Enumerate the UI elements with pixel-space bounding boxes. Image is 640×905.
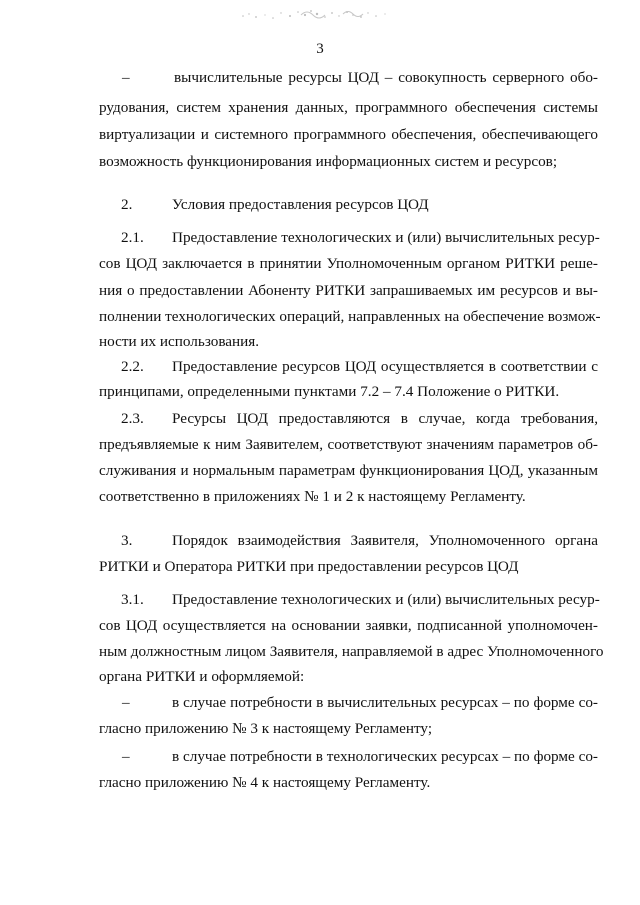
clause-3-1-line-4: органа РИТКИ и оформляемой: bbox=[99, 668, 305, 685]
clause-2-1-line-3: ния о предоставлении Абоненту РИТКИ запрашиваемых им ресурсов и вы- bbox=[99, 282, 598, 299]
clause-3-1-number: 3.1. bbox=[121, 591, 144, 608]
clause-2-3-line-4: соответственно в приложениях № 1 и 2 к настоящему Регламенту. bbox=[99, 488, 526, 505]
clause-2-1-number: 2.1. bbox=[121, 229, 144, 246]
intro-line-2: рудования, систем хранения данных, программного обеспечения системы bbox=[99, 99, 598, 116]
bullet-1-line-2: гласно приложению № 3 к настоящему Регламенту; bbox=[99, 720, 433, 737]
bullet-1-line-1: в случае потребности в вычислительных ресурсах – по форме со- bbox=[172, 694, 598, 711]
clause-3-1-line-2: сов ЦОД осуществляется на основании заявки, подписанной уполномочен- bbox=[99, 617, 598, 634]
bullet-2-line-1: в случае потребности в технологических ресурсах – по форме со- bbox=[172, 748, 598, 765]
intro-line-1: вычислительные ресурсы ЦОД – совокупность серверного обо- bbox=[174, 69, 598, 86]
clause-3-1-line-1: Предоставление технологических и (или) вычислительных ресур- bbox=[172, 591, 600, 608]
clause-2-3-line-3: служивания и нормальным параметрам функционирования ЦОД, указанным bbox=[99, 462, 598, 479]
section-3-title-line-1: Порядок взаимодействия Заявителя, Уполномоченного органа bbox=[172, 532, 598, 549]
section-2-title: Условия предоставления ресурсов ЦОД bbox=[172, 196, 429, 213]
clause-2-3-line-2: предъявляемые к ним Заявителем, соответствуют значениям параметров об- bbox=[99, 436, 598, 453]
clause-3-1-line-3: ным должностным лицом Заявителя, направляемой в адрес Уполномоченного bbox=[99, 643, 604, 660]
page-number: 3 bbox=[316, 41, 324, 57]
intro-dash: – bbox=[122, 69, 130, 86]
intro-line-3: виртуализации и системного программного обеспечения, обеспечивающего bbox=[99, 126, 598, 143]
clause-2-3-line-1: Ресурсы ЦОД предоставляются в случае, когда требования, bbox=[172, 410, 598, 427]
section-3-number: 3. bbox=[121, 532, 133, 549]
section-2-number: 2. bbox=[121, 196, 133, 213]
clause-2-2-line-2: принципами, определенными пунктами 7.2 – 7.4 Положение о РИТКИ. bbox=[99, 383, 560, 400]
section-3-title-line-2: РИТКИ и Оператора РИТКИ при предоставлении ресурсов ЦОД bbox=[99, 558, 519, 575]
scan-noise-mark bbox=[235, 6, 395, 22]
clause-2-2-number: 2.2. bbox=[121, 358, 144, 375]
clause-2-1-line-4: полнении технологических операций, направленных на обеспечение возмож- bbox=[99, 308, 601, 325]
intro-line-4: возможность функционирования информационных систем и ресурсов; bbox=[99, 153, 558, 170]
clause-2-3-number: 2.3. bbox=[121, 410, 144, 427]
bullet-1-dash: – bbox=[122, 694, 130, 711]
bullet-2-line-2: гласно приложению № 4 к настоящему Регламенту. bbox=[99, 774, 431, 791]
clause-2-2-line-1: Предоставление ресурсов ЦОД осуществляется в соответствии с bbox=[172, 358, 598, 375]
clause-2-1-line-1: Предоставление технологических и (или) вычислительных ресур- bbox=[172, 229, 600, 246]
clause-2-1-line-5: ности их использования. bbox=[99, 333, 260, 350]
clause-2-1-line-2: сов ЦОД заключается в принятии Уполномоченным органом РИТКИ реше- bbox=[99, 255, 598, 272]
bullet-2-dash: – bbox=[122, 748, 130, 765]
